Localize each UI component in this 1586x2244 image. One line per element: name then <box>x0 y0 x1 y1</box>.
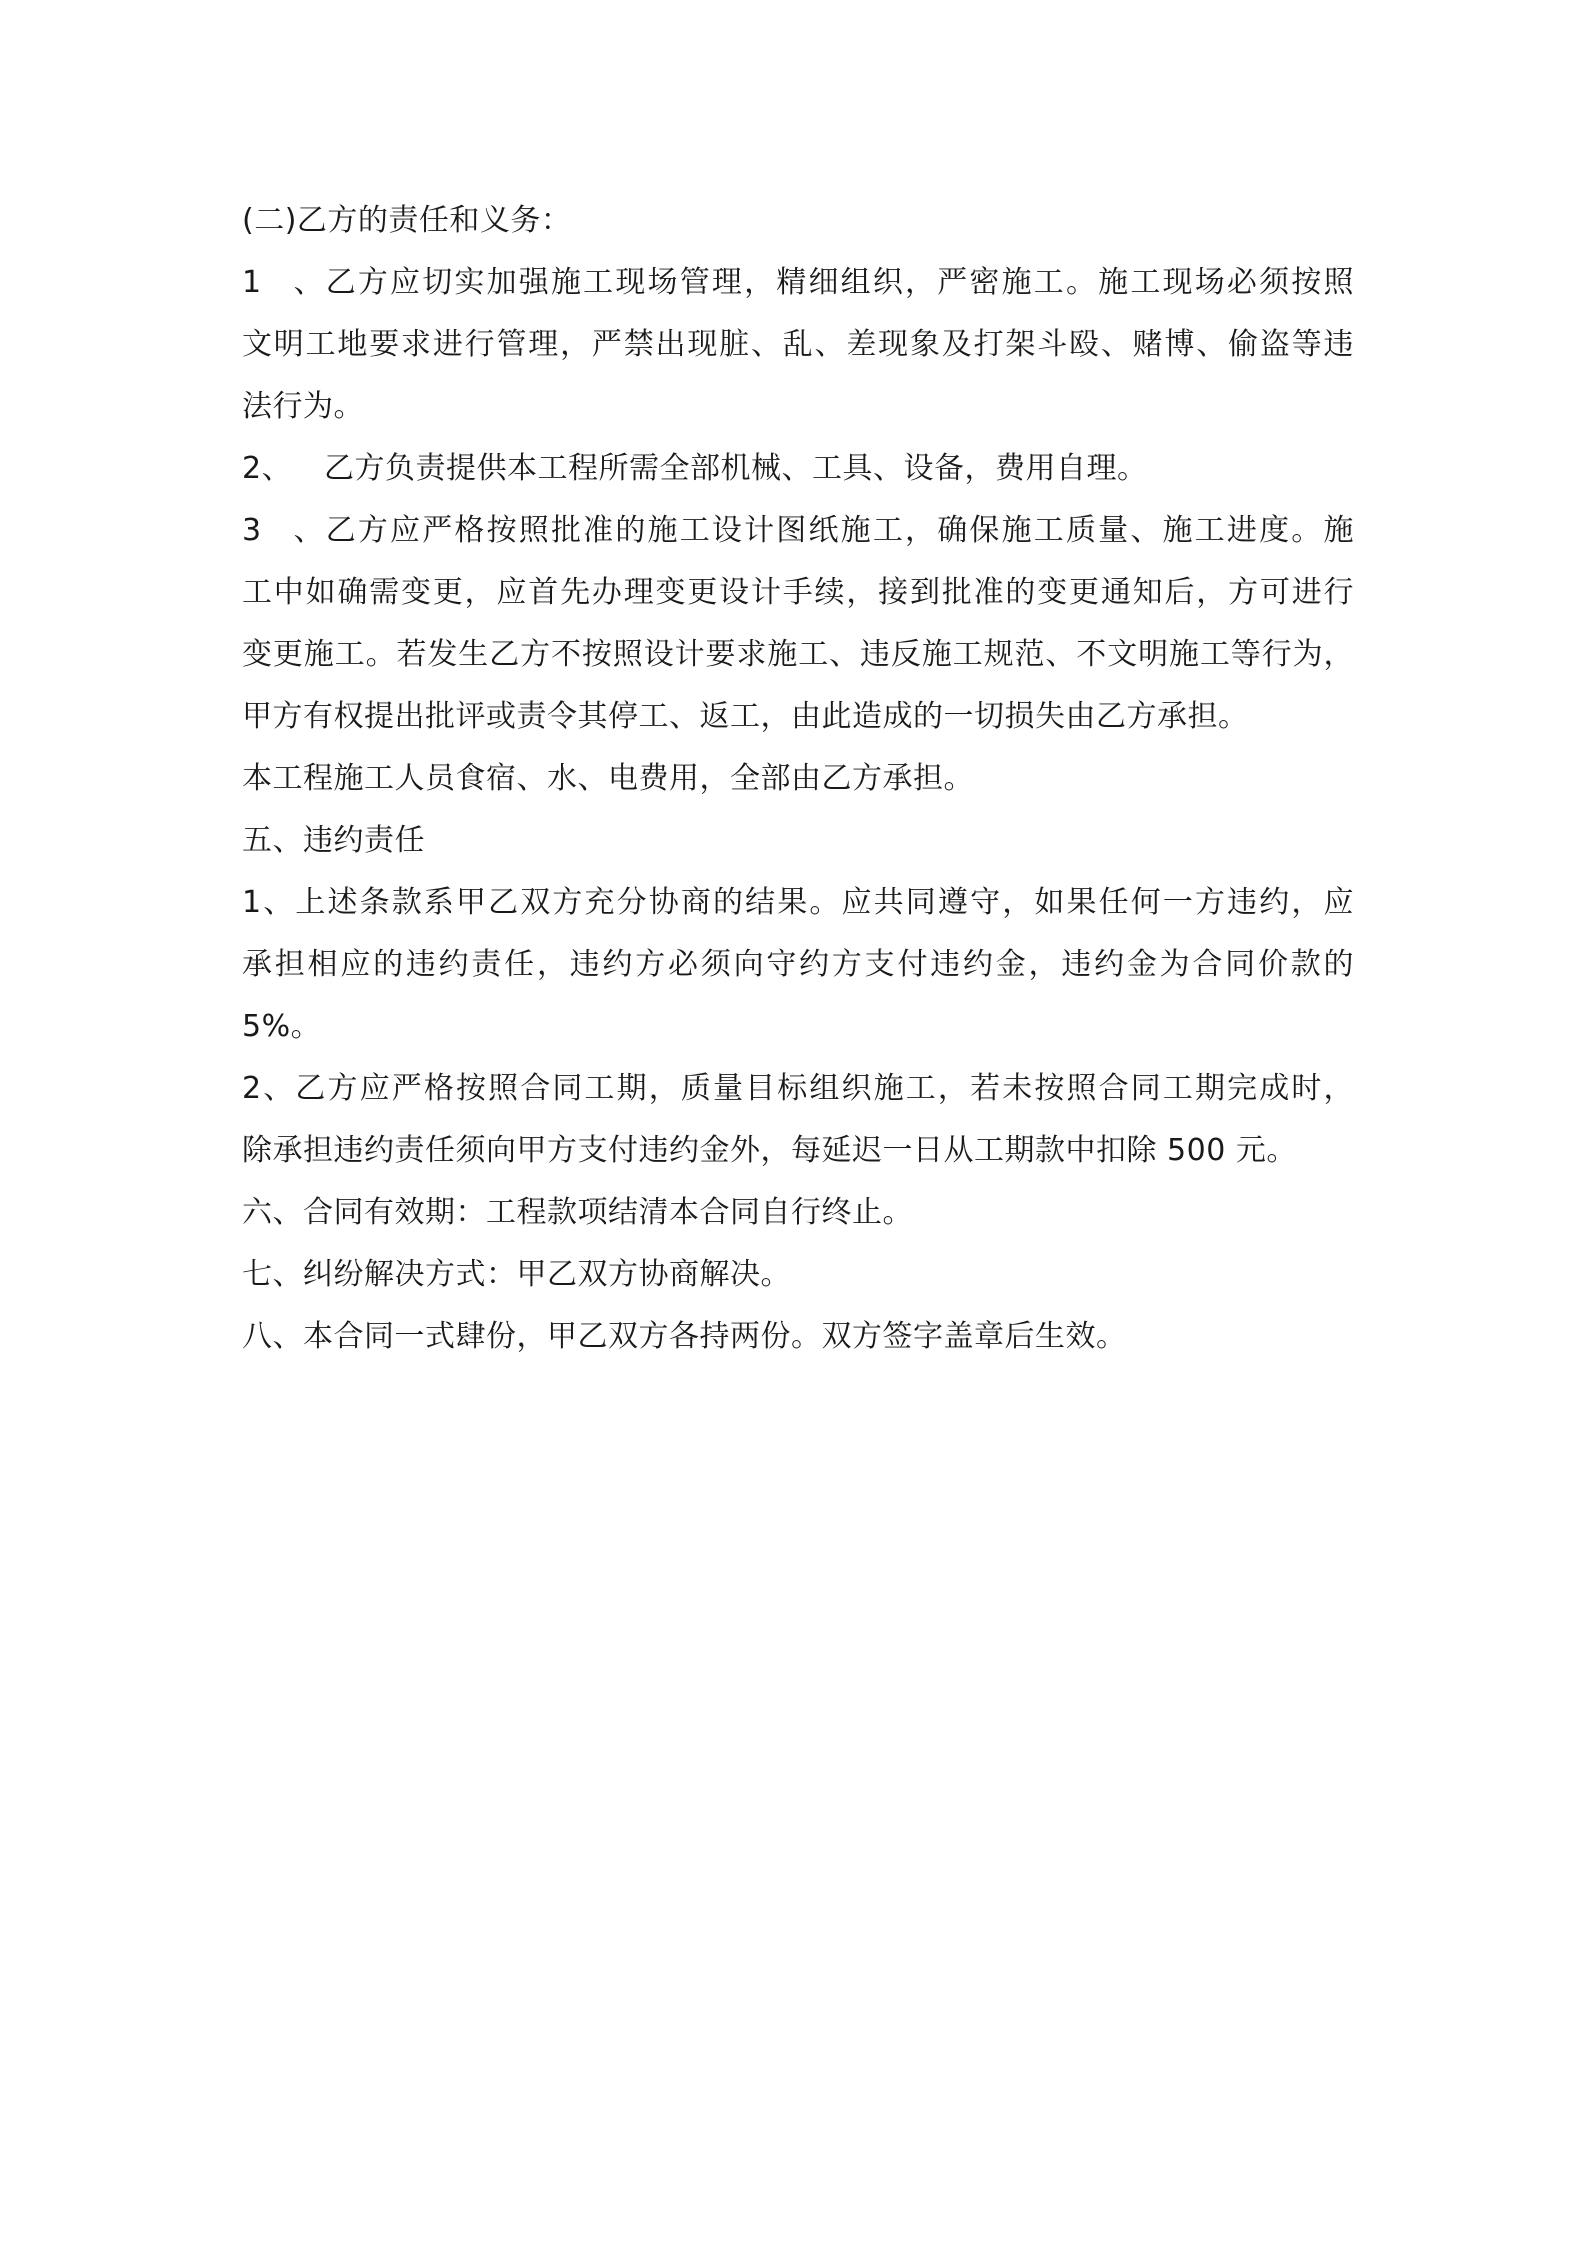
item-line: 5%。 <box>242 1009 322 1044</box>
item-text: 乙方应切实加强施工现场管理，精细组织，严密施工。施工现场必须按照 <box>324 265 1354 300</box>
section-b-note: 本工程施工人员食宿、水、电费用，全部由乙方承担。 <box>242 761 974 796</box>
item-line <box>242 252 1354 314</box>
item-line <box>242 500 1354 562</box>
item-line: 工中如确需变更，应首先办理变更设计手续，接到批准的变更通知后，方可进行 <box>242 575 1354 610</box>
section-8: 八、本合同一式肆份，甲乙双方各持两份。双方签字盖章后生效。 <box>242 1319 1127 1354</box>
section-b-item-3 <box>242 500 1354 748</box>
item-number: 2、 <box>242 451 293 486</box>
item-number: 1、 <box>242 265 324 300</box>
section-b-item-2 <box>242 438 1354 500</box>
item-line <box>242 438 1354 500</box>
section-6: 六、合同有效期：工程款项结清本合同自行终止。 <box>242 1195 913 1230</box>
section-b-title: (二)乙方的责任和义务： <box>242 203 572 238</box>
item-line: 2、乙方应严格按照合同工期，质量目标组织施工，若未按照合同工期完成时， <box>242 1071 1354 1106</box>
item-text: 乙方负责提供本工程所需全部机械、工具、设备，费用自理。 <box>324 451 1148 486</box>
item-line: 变更施工。若发生乙方不按照设计要求施工、违反施工规范、不文明施工等行为， <box>242 637 1354 672</box>
document-body <box>242 190 1354 1368</box>
item-line: 除承担违约责任须向甲方支付违约金外，每延迟一日从工期款中扣除 500 元。 <box>242 1133 1297 1168</box>
item-line: 文明工地要求进行管理，严禁出现脏、乱、差现象及打架斗殴、赌博、偷盗等违 <box>242 327 1354 362</box>
item-line: 甲方有权提出批评或责令其停工、返工，由此造成的一切损失由乙方承担。 <box>242 699 1249 734</box>
section-b-item-1 <box>242 252 1354 438</box>
item-number: 3、 <box>242 513 324 548</box>
section-5-item-1 <box>242 872 1354 1058</box>
section-7: 七、纠纷解决方式：甲乙双方协商解决。 <box>242 1257 791 1292</box>
item-line: 1、上述条款系甲乙双方充分协商的结果。应共同遵守，如果任何一方违约，应 <box>242 885 1354 920</box>
item-text: 乙方应严格按照批准的施工设计图纸施工，确保施工质量、施工进度。施 <box>324 513 1354 548</box>
item-line: 法行为。 <box>242 389 364 424</box>
section-5-title: 五、违约责任 <box>242 823 425 858</box>
section-5-item-2 <box>242 1058 1354 1182</box>
item-line: 承担相应的违约责任，违约方必须向守约方支付违约金，违约金为合同价款的 <box>242 947 1354 982</box>
